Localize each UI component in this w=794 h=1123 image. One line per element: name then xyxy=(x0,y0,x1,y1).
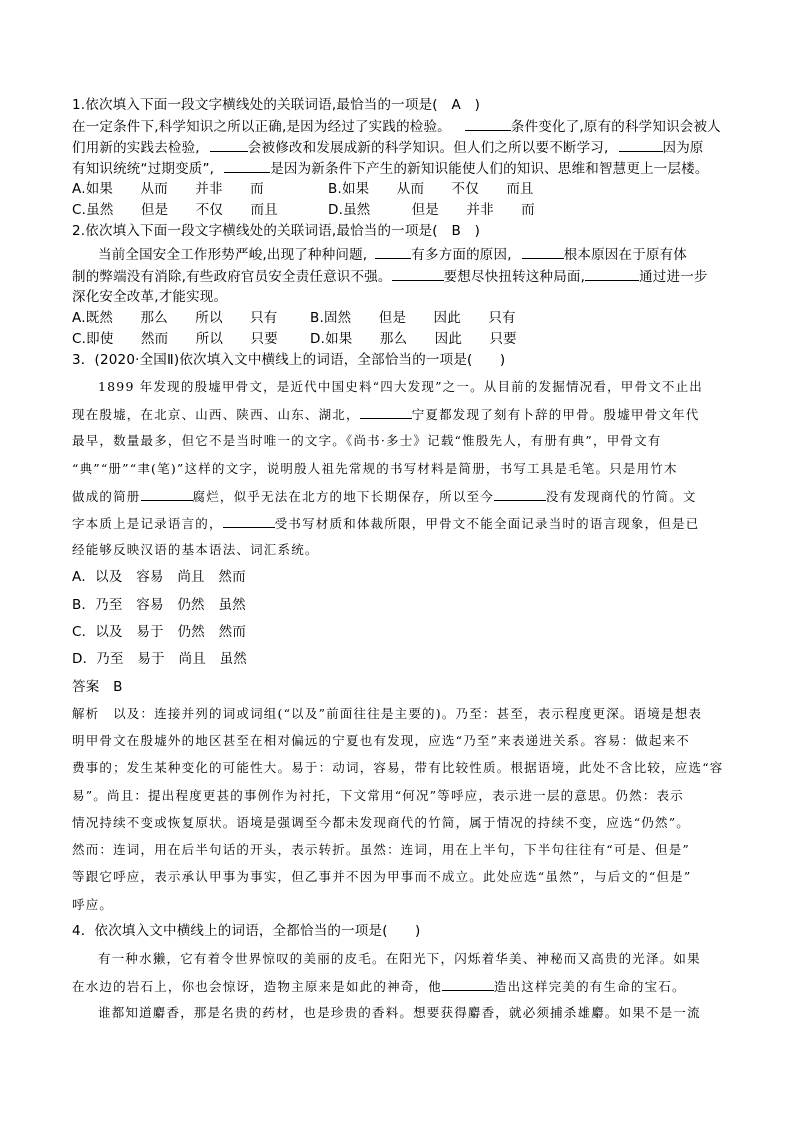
q3-explanation-line-2: 明甲骨文在殷墟外的地区甚至在相对偏远的宁夏也有发现，应选“乃至”来表递进关系。容易：做起来不 xyxy=(72,733,690,748)
blank xyxy=(223,514,275,528)
q3-passage-line-3: 最早，数量最多，但它不是当时唯一的文字。《尚书·多士》记载“惟殷先人，有册有典”，甲骨文有 xyxy=(72,433,662,448)
text: 条件变化了,原有的科学知识会被人 xyxy=(510,119,721,135)
text: 在一定条件下,科学知识之所以正确,是因为经过了实践的检验。 xyxy=(72,119,451,135)
option-b: B.如果 从而 不仅 而且 xyxy=(328,181,534,197)
q3-title: 3．(2020·全国Ⅱ)依次填入文中横线上的词语，全部恰当的一项是( ) xyxy=(72,352,506,368)
text: 通过进一步 xyxy=(639,269,708,285)
blank xyxy=(141,487,193,501)
q3-passage-line-6 xyxy=(72,514,699,533)
blank xyxy=(494,487,546,501)
q2-line-2 xyxy=(72,267,708,286)
blank xyxy=(210,138,248,152)
q2-line-1 xyxy=(98,245,687,264)
text: 在水边的岩石上，你也会惊讶，造物主原来是如此的神奇，他 xyxy=(72,979,442,994)
text: 会被修改和发展成新的科学知识。但人们之所以要不断学习, xyxy=(247,140,609,156)
blank xyxy=(619,138,663,152)
text: 有知识统统“过期变质”, xyxy=(72,161,215,177)
blank xyxy=(360,405,412,419)
q3-explanation-line-5: 情况持续不变或恢复原状。语境是强调至今都未发现商代的竹简，属于情况的持续不变，应选“仍然”。 xyxy=(72,815,690,830)
q3-explanation-line-4: 易”。尚且：提出程度更甚的事例作为衬托，下文常用“何况”等呼应，表示进一层的意思。仍然：表示 xyxy=(72,788,684,803)
q1-line-2 xyxy=(72,138,704,157)
option-d: D.虽然 但是 并非 而 xyxy=(328,202,535,218)
blank xyxy=(392,267,444,281)
q3-option-b: B．乃至 容易 仍然 虽然 xyxy=(72,597,246,613)
text: 根本原因在于原有体 xyxy=(563,247,688,263)
q3-option-a: A．以及 容易 尚且 然而 xyxy=(72,569,246,585)
blank xyxy=(375,245,411,259)
blank xyxy=(522,245,564,259)
text: 是因为新条件下产生的新知识能使人们的知识、思维和智慧更上一层楼。 xyxy=(270,161,709,177)
option-c: C.虽然 但是 不仅 而且 xyxy=(72,202,278,218)
option-b: B.固然 但是 因此 只有 xyxy=(310,310,516,326)
option-a: A.既然 那么 所以 只有 xyxy=(72,310,278,326)
q3-option-c: C．以及 易于 仍然 然而 xyxy=(72,624,247,640)
text: 宁夏都发现了刻有卜辞的甲骨。殷墟甲骨文年代 xyxy=(411,407,700,422)
q4-title: 4．依次填入文中横线上的词语，全都恰当的一项是( ) xyxy=(72,923,421,939)
q2-title: 2.依次填入下面一段文字横线处的关联词语,最恰当的一项是( B ) xyxy=(72,223,481,239)
text: 没有发现商代的竹简。文 xyxy=(545,489,697,504)
q3-option-d: D．乃至 易于 尚且 虽然 xyxy=(72,651,247,667)
q3-answer: 答案 B xyxy=(72,679,123,695)
q1-line-1 xyxy=(72,117,721,136)
q3-explanation-line-8: 呼应。 xyxy=(72,897,114,912)
text: 字本质上是记录语言的， xyxy=(72,516,223,531)
q4-passage-line-2 xyxy=(72,977,686,996)
option-a: A.如果 从而 并非 而 xyxy=(72,181,264,197)
q3-explanation-line-7: 等跟它呼应，表示承认甲事为事实，但乙事并不因为甲事而不成立。此处应选“虽然”，与后文的“但是” xyxy=(72,869,692,884)
q1-title: 1.依次填入下面一段文字横线处的关联词语,最恰当的一项是( A ) xyxy=(72,97,481,113)
blank xyxy=(442,977,494,991)
q3-passage-line-2 xyxy=(72,405,699,424)
text: 做成的简册 xyxy=(72,489,141,504)
blank xyxy=(585,267,639,281)
q1-options-ab xyxy=(72,180,534,198)
q3-passage-line-4: “典”“册”“聿(笔)”这样的文字，说明殷人祖先常规的书写材料是简册，书写工具是毛笔。只是用竹木 xyxy=(72,461,678,476)
text: 们用新的实践去检验, xyxy=(72,140,200,156)
option-c: C.即使 然而 所以 只要 xyxy=(72,331,278,347)
text: 制的弊端没有消除,有些政府官员安全责任意识不强。 xyxy=(72,269,392,285)
text: 有多方面的原因, xyxy=(411,247,512,263)
option-d: D.如果 那么 因此 只要 xyxy=(310,331,517,347)
q1-line-3 xyxy=(72,159,709,178)
q3-explanation-line-1: 解析 以及：连接并列的词或词组(“以及”前面往往是主要的)。乃至：甚至，表示程度更深。语境是想表 xyxy=(72,706,703,721)
q3-explanation-line-3: 费事的；发生某种变化的可能性大。易于：动词，容易，带有比较性质。根据语境，此处不含比较，应选“容 xyxy=(72,760,724,775)
q3-passage-line-7: 经能够反映汉语的基本语法、词汇系统。 xyxy=(72,542,319,557)
q4-passage-line-1: 有一种水獭，它有着令世界惊叹的美丽的皮毛。在阳光下，闪烁着华美、神秘而又高贵的光泽。如果 xyxy=(98,951,701,966)
q2-line-3: 深化安全改革,才能实现。 xyxy=(72,289,228,305)
text: 造出这样完美的有生命的宝石。 xyxy=(493,979,686,994)
text: 腐烂，似乎无法在北方的地下长期保存，所以至今 xyxy=(192,489,494,504)
text: 当前全国安全工作形势严峻,出现了种种问题, xyxy=(98,247,368,263)
q2-options-ab xyxy=(72,309,516,327)
q1-options-cd xyxy=(72,201,535,219)
q2-options-cd xyxy=(72,330,517,348)
q4-passage-line-3: 谁都知道麝香，那是名贵的药材，也是珍贵的香料。想要获得麝香，就必须捕杀雄麝。如果不是一流 xyxy=(98,1005,701,1020)
text: 因为原 xyxy=(662,140,704,156)
q3-explanation-line-6: 然而：连词，用在后半句话的开头，表示转折。虽然：连词，用在上半句，下半句往往有“可是、但是” xyxy=(72,842,690,857)
blank xyxy=(224,159,270,173)
text: 现在殷墟，在北京、山西、陕西、山东、湖北， xyxy=(72,407,360,422)
q3-passage-line-1: 1899 年发现的殷墟甲骨文，是近代中国史料“四大发现”之一。从目前的发掘情况看，甲骨文不止出 xyxy=(98,379,703,394)
q3-passage-line-5 xyxy=(72,487,697,506)
blank xyxy=(465,117,511,131)
text: 受书写材质和体裁所限，甲骨文不能全面记录当时的语言现象，但是已 xyxy=(274,516,700,531)
text: 要想尽快扭转这种局面, xyxy=(443,269,586,285)
